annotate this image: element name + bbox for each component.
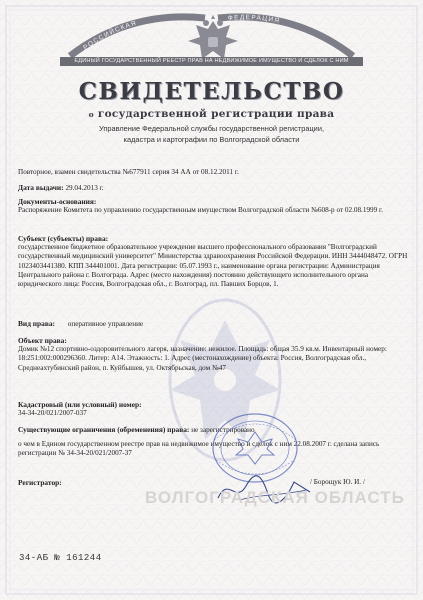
restrictions-value: не зарегистрировано [191, 426, 255, 434]
authority-line-1: Управление Федеральной службы государственной регистрации, [99, 124, 324, 133]
subject-value: государственное бюджетное образовательное учреждение высшего профессионального образования "Волгоградский государственный медицинский университет" Министерства здравоохранения Российской Федерации. ИНН 3444048472. ОГРН 1023403441380. КПП 344401001. Дата регистрации: 05.07.1993 г., наименование органа регистрации: Администрация Центрального района г. Волгограда. Адрес (место нахождения) постоянно действующего исполнительного органа юридического лица: Россия, Волгоградская обл., г. Волгоград, пл. Павших Борцов, 1. [18, 243, 408, 289]
svg-text:РОССИЙСКАЯ [82, 20, 138, 52]
arc-label-right: ФЕДЕРАЦИЯ [227, 14, 281, 26]
serial-number: 34-АБ № 161244 [19, 553, 102, 563]
grounds-block [18, 197, 410, 215]
certificate-title: СВИДЕТЕЛЬСТВО [78, 78, 345, 105]
issuing-authority [40, 123, 383, 145]
cadastral-label: Кадастровый (или условный) номер: [18, 400, 142, 409]
object-block [18, 336, 410, 373]
subject-label: Субъект (субъекты) права: [18, 234, 109, 243]
grounds-label: Документы-основания: [18, 197, 97, 206]
cadastral-value: 34-34-20/021/2007-037 [18, 409, 87, 418]
reissue-note: Повторное, взамен свидетельства №677911 серия 34 АА от 08.12.2011 г. [18, 168, 239, 176]
issue-date-label: Дата выдачи: [18, 183, 64, 192]
certificate-subtitle [0, 108, 423, 120]
issue-date-value: 29.04.2013 г. [65, 184, 104, 192]
restrictions-label: Существующие ограничения (обременения) права: [18, 425, 190, 434]
grounds-value: Распоряжение Комитета по управлению государственным имуществом Волгоградской области №608-р от 02.08.1999 г. [18, 206, 383, 215]
subtitle-main: государственной регистрации права [97, 108, 335, 120]
registrar-name: / Борощук Ю. И. / [310, 478, 365, 486]
right-type-row [18, 319, 410, 329]
registry-record: о чем в Едином государственном реестре прав на недвижимое имущество и сделок с ним 22.08.2007 г. сделана запись регистрации № 34-34-20/021/2007-37 [18, 440, 380, 458]
object-value: Домик №12 спортивно-оздоровительного лагеря, назначение: нежилое. Площадь: общая 35.9 кв.м. Инвентарный номер: 18:251:002:000296360. Литер: А14. Этажность: 1. Адрес (местонахождение) объекта: Россия, Волгоградская обл., Среднеахтубинский район, п. Куйбышев, ул. Октябрьская, дом №47 [18, 345, 387, 372]
subject-block [18, 234, 410, 289]
region-watermark-text: ВОЛГОГРАДСКАЯ ОБЛАСТЬ [145, 488, 405, 507]
registry-band: ЕДИНЫЙ ГОСУДАРСТВЕННЫЙ РЕЕСТР ПРАВ НА НЕДВИЖИМОЕ ИМУЩЕСТВО И СДЕЛОК С НИМ [60, 57, 363, 66]
arc-label-left: РОССИЙСКАЯ [82, 19, 138, 52]
object-label: Объект права: [18, 336, 67, 345]
right-type-label: Вид права: [18, 319, 55, 328]
registrar-label: Регистратор: [18, 478, 62, 487]
right-type-value: оперативное управление [67, 320, 144, 328]
subtitle-prefix: о [88, 110, 94, 119]
authority-line-2: кадастра и картографии по Волгоградской области [123, 135, 300, 144]
issue-date-row [18, 183, 410, 193]
